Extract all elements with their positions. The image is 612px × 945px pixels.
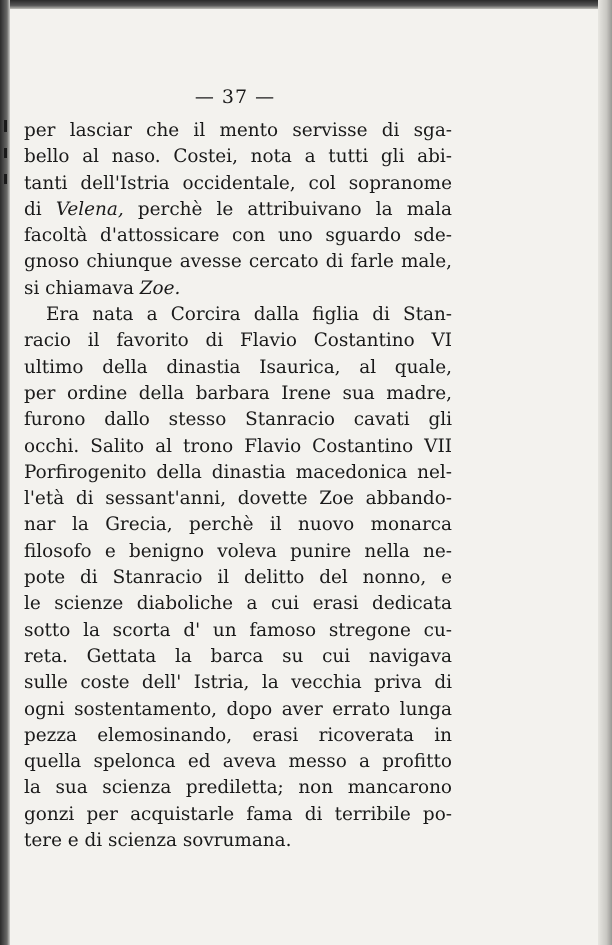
text-line (24, 276, 452, 302)
text-line: racio il favorito di Flavio Costantino VI (24, 330, 452, 352)
text-line: reta. Gettata la barca su cui navigava (24, 645, 452, 667)
text-line: le scienze diaboliche a cui erasi dedicata (24, 593, 452, 615)
text-line: filosofo e benigno voleva punire nella ne- (24, 540, 452, 562)
text-line: pezza elemosinando, erasi ricoverata in (24, 724, 452, 746)
page-number: — 37 — (194, 86, 276, 108)
text-line: gnoso chiunque avesse cercato di farle male, (24, 251, 452, 273)
page-top-edge (0, 0, 612, 9)
text-line: ogni sostentamento, dopo aver errato lunga (24, 698, 452, 720)
text-line: l'età di sessant'anni, dovette Zoe abbando- (24, 488, 452, 510)
text-line: nar la Grecia, perchè il nuovo monarca (24, 514, 452, 536)
text-line: Era nata a Corcira dalla figlia di Stan- (46, 304, 452, 326)
text-line: pote di Stanracio il delitto del nonno, e (24, 567, 452, 589)
text-line (24, 197, 452, 223)
text-line: facoltà d'attossicare con uno sguardo sde- (24, 225, 452, 247)
text-line: sotto la scorta d' un famoso stregone cu- (24, 619, 452, 641)
text-line: ultimo della dinastia Isaurica, al quale, (24, 356, 452, 378)
italic-word: Zoe. (139, 277, 181, 299)
body-text (24, 118, 452, 854)
text-line: la sua scienza prediletta; non mancarono (24, 777, 452, 799)
text-line: tere e di scienza sovrumana. (24, 830, 292, 852)
page-right-edge (598, 0, 612, 945)
text-line: gonzi per acquistarle fama di terribile po- (24, 803, 452, 825)
margin-mark (4, 174, 7, 184)
italic-word: Velena, (55, 198, 124, 220)
text-line: bello al naso. Costei, nota a tutti gli abi- (24, 146, 452, 168)
text-line: quella spelonca ed aveva messo a profitto (24, 751, 452, 773)
text-line: Porfirogenito della dinastia macedonica nel- (24, 461, 452, 483)
text-line: furono dallo stesso Stanracio cavati gli (24, 409, 452, 431)
text-segment: di (24, 198, 56, 220)
text-line: per lasciar che il mento servisse di sga- (24, 120, 452, 141)
book-spine-shadow (0, 0, 10, 945)
text-segment: perchè le attribuivano la mala (123, 198, 452, 220)
margin-mark (4, 148, 7, 158)
text-line: sulle coste dell' Istria, la vecchia priva di (24, 672, 452, 694)
margin-mark (4, 120, 7, 132)
text-line: occhi. Salito al trono Flavio Costantino VII (24, 435, 452, 457)
text-line: per ordine della barbara Irene sua madre, (24, 382, 452, 404)
text-segment: si chiamava (24, 277, 140, 299)
text-line: tanti dell'Istria occidentale, col sopranome (24, 172, 452, 194)
